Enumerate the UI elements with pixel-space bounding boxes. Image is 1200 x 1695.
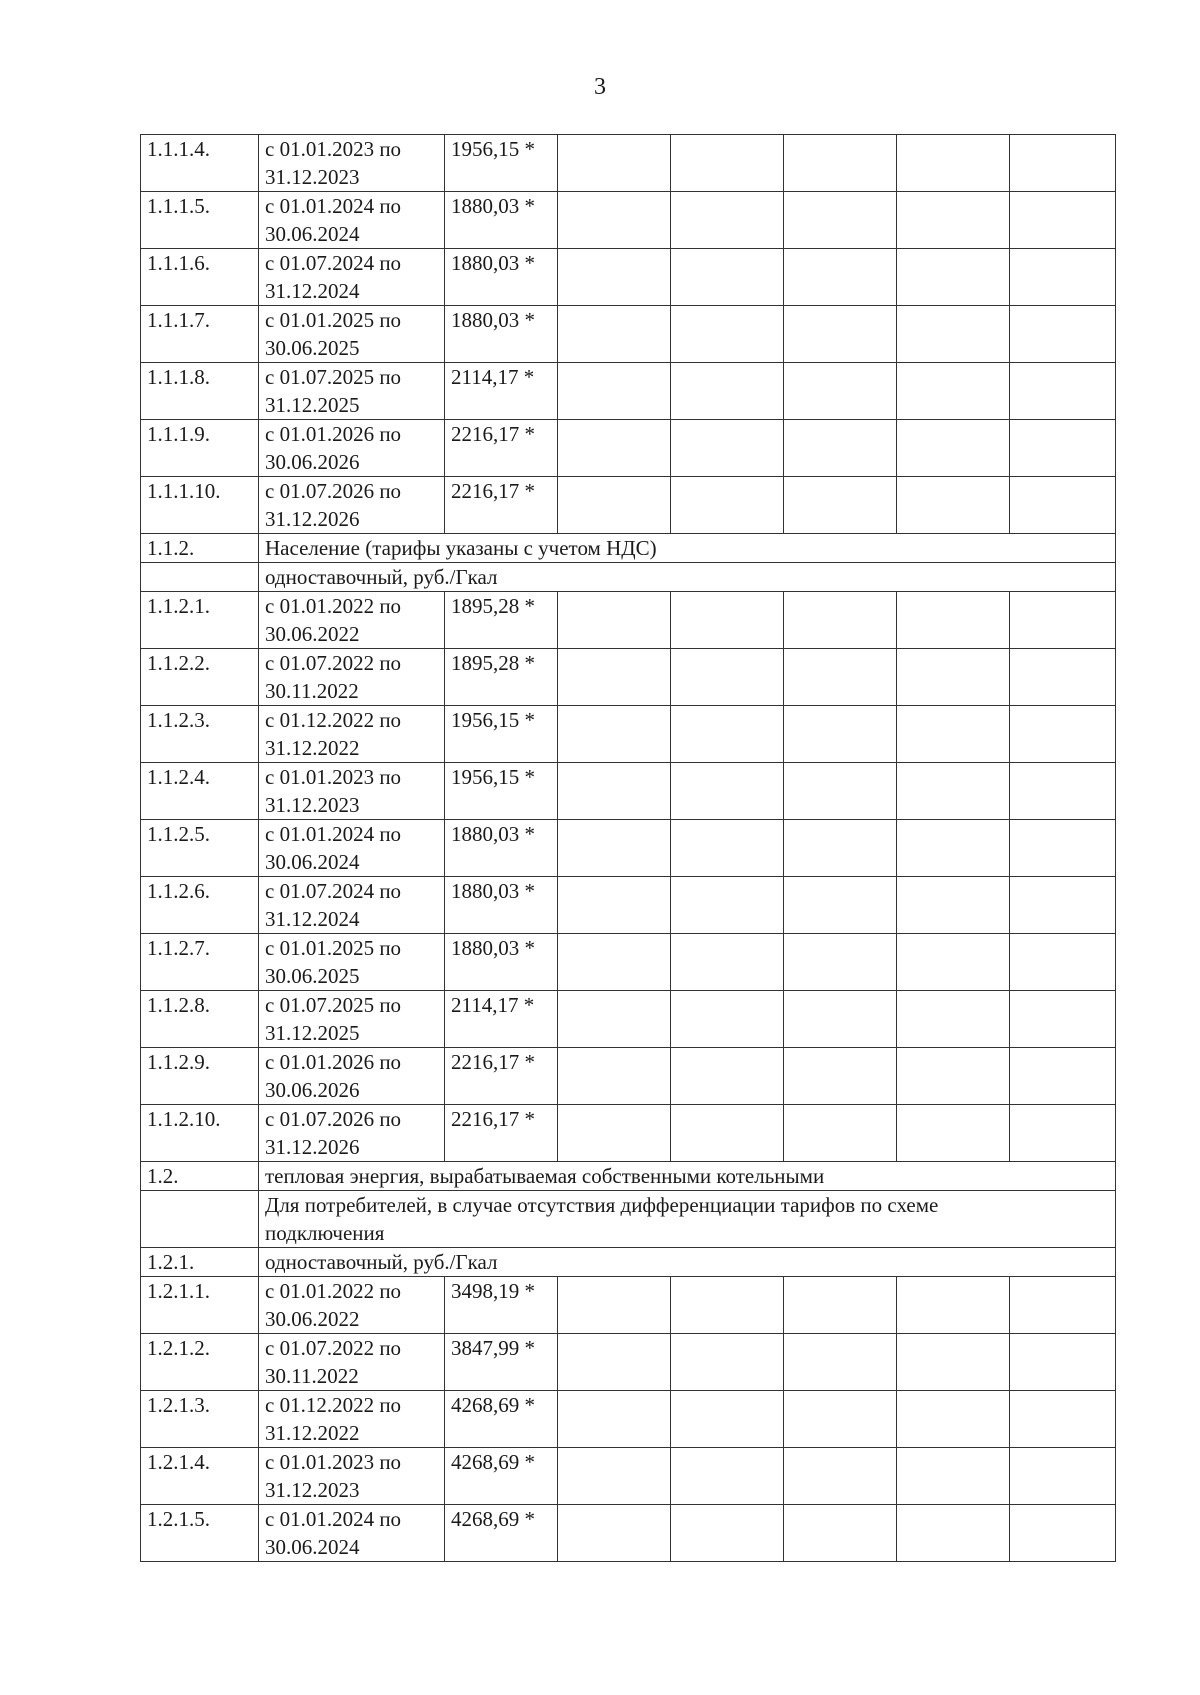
empty-cell — [897, 1505, 1010, 1562]
empty-cell — [1010, 135, 1116, 192]
empty-cell — [784, 1048, 897, 1105]
row-number-cell: 1.1.2.7. — [141, 934, 259, 991]
empty-cell — [1010, 763, 1116, 820]
period-cell — [259, 1448, 445, 1505]
row-number-cell: 1.2.1. — [141, 1248, 259, 1277]
empty-cell — [671, 1391, 784, 1448]
table-row — [141, 477, 1116, 534]
period-cell — [259, 991, 445, 1048]
table-row — [141, 1277, 1116, 1334]
period-cell — [259, 592, 445, 649]
empty-cell — [558, 1505, 671, 1562]
empty-cell — [1010, 306, 1116, 363]
tariff-value-cell: 2216,17 * — [445, 477, 558, 534]
table-row — [141, 1505, 1116, 1562]
row-number-cell: 1.2.1.1. — [141, 1277, 259, 1334]
empty-cell — [897, 477, 1010, 534]
period-cell — [259, 1048, 445, 1105]
section-heading-line: подключения — [265, 1221, 385, 1245]
empty-cell — [558, 477, 671, 534]
empty-cell — [1010, 649, 1116, 706]
empty-cell — [671, 135, 784, 192]
empty-cell — [558, 1391, 671, 1448]
empty-cell — [558, 820, 671, 877]
period-to: 30.06.2024 — [265, 222, 360, 246]
period-to: 31.12.2024 — [265, 907, 360, 931]
empty-cell — [784, 706, 897, 763]
period-to: 31.12.2026 — [265, 507, 360, 531]
period-from: с 01.01.2022 по — [265, 1279, 402, 1303]
empty-cell — [558, 763, 671, 820]
row-number-cell: 1.1.2.3. — [141, 706, 259, 763]
empty-cell — [1010, 592, 1116, 649]
empty-cell — [784, 306, 897, 363]
empty-cell — [671, 1448, 784, 1505]
period-cell — [259, 1277, 445, 1334]
empty-cell — [897, 1048, 1010, 1105]
period-cell — [259, 763, 445, 820]
period-cell — [259, 877, 445, 934]
empty-cell — [897, 592, 1010, 649]
empty-cell — [558, 192, 671, 249]
empty-cell — [558, 249, 671, 306]
empty-cell — [1010, 477, 1116, 534]
empty-cell — [784, 1334, 897, 1391]
table-row — [141, 649, 1116, 706]
table-row — [141, 1048, 1116, 1105]
row-number-cell: 1.1.1.10. — [141, 477, 259, 534]
empty-cell — [558, 1448, 671, 1505]
empty-cell — [784, 877, 897, 934]
tariff-table-body — [141, 135, 1116, 1562]
row-number-cell: 1.1.1.6. — [141, 249, 259, 306]
empty-cell — [1010, 1334, 1116, 1391]
row-number-cell: 1.1.2.9. — [141, 1048, 259, 1105]
empty-cell — [671, 477, 784, 534]
empty-cell — [1010, 706, 1116, 763]
empty-cell — [671, 934, 784, 991]
period-to: 30.11.2022 — [265, 1364, 359, 1388]
tariff-value-cell: 1895,28 * — [445, 592, 558, 649]
section-heading-line: Для потребителей, в случае отсутствия дифференциации тарифов по схеме — [265, 1193, 939, 1217]
table-row — [141, 763, 1116, 820]
empty-cell — [671, 991, 784, 1048]
period-to: 31.12.2023 — [265, 1478, 360, 1502]
period-from: с 01.07.2025 по — [265, 365, 402, 389]
period-to: 30.06.2024 — [265, 1535, 360, 1559]
table-row — [141, 420, 1116, 477]
tariff-value-cell: 4268,69 * — [445, 1391, 558, 1448]
period-from: с 01.07.2022 по — [265, 651, 402, 675]
empty-cell — [671, 706, 784, 763]
empty-cell — [784, 934, 897, 991]
tariff-value-cell: 1956,15 * — [445, 135, 558, 192]
period-from: с 01.01.2022 по — [265, 594, 402, 618]
table-row — [141, 534, 1116, 563]
empty-cell — [558, 649, 671, 706]
empty-cell — [784, 135, 897, 192]
period-from: с 01.01.2024 по — [265, 1507, 402, 1531]
period-to: 31.12.2023 — [265, 165, 360, 189]
empty-cell — [558, 1105, 671, 1162]
section-heading-cell — [259, 1191, 1116, 1248]
empty-cell — [1010, 1391, 1116, 1448]
empty-cell — [558, 706, 671, 763]
period-from: с 01.01.2024 по — [265, 194, 402, 218]
period-to: 31.12.2024 — [265, 279, 360, 303]
empty-cell — [897, 763, 1010, 820]
empty-cell — [784, 763, 897, 820]
empty-cell — [784, 592, 897, 649]
empty-cell — [897, 306, 1010, 363]
row-number-cell: 1.1.2.4. — [141, 763, 259, 820]
period-cell — [259, 820, 445, 877]
row-number-cell: 1.1.2. — [141, 534, 259, 563]
period-to: 30.06.2022 — [265, 622, 360, 646]
section-heading-cell: одноставочный, руб./Гкал — [259, 563, 1116, 592]
empty-cell — [1010, 1277, 1116, 1334]
row-number-cell: 1.2.1.3. — [141, 1391, 259, 1448]
empty-cell — [671, 1105, 784, 1162]
empty-cell — [784, 1391, 897, 1448]
row-number-cell: 1.1.2.1. — [141, 592, 259, 649]
table-row — [141, 1162, 1116, 1191]
row-number-cell: 1.1.2.2. — [141, 649, 259, 706]
tariff-value-cell: 2216,17 * — [445, 1048, 558, 1105]
empty-cell — [558, 991, 671, 1048]
empty-cell — [558, 135, 671, 192]
period-from: с 01.01.2026 по — [265, 422, 402, 446]
table-row — [141, 991, 1116, 1048]
empty-cell — [671, 1048, 784, 1105]
empty-cell — [671, 306, 784, 363]
empty-cell — [671, 363, 784, 420]
period-cell — [259, 363, 445, 420]
row-number-cell — [141, 1191, 259, 1248]
empty-cell — [558, 306, 671, 363]
row-number-cell — [141, 563, 259, 592]
tariff-value-cell: 2114,17 * — [445, 363, 558, 420]
empty-cell — [784, 1505, 897, 1562]
empty-cell — [897, 649, 1010, 706]
empty-cell — [671, 420, 784, 477]
table-row — [141, 563, 1116, 592]
empty-cell — [1010, 991, 1116, 1048]
row-number-cell: 1.1.1.4. — [141, 135, 259, 192]
period-cell — [259, 706, 445, 763]
period-cell — [259, 1391, 445, 1448]
table-row — [141, 1334, 1116, 1391]
table-row — [141, 706, 1116, 763]
period-to: 30.06.2024 — [265, 850, 360, 874]
period-to: 31.12.2022 — [265, 1421, 360, 1445]
period-to: 30.06.2025 — [265, 336, 360, 360]
period-to: 31.12.2025 — [265, 393, 360, 417]
empty-cell — [1010, 1505, 1116, 1562]
period-to: 30.06.2022 — [265, 1307, 360, 1331]
empty-cell — [784, 1105, 897, 1162]
period-to: 31.12.2023 — [265, 793, 360, 817]
empty-cell — [558, 1048, 671, 1105]
empty-cell — [671, 649, 784, 706]
period-to: 30.06.2025 — [265, 964, 360, 988]
period-cell — [259, 1334, 445, 1391]
period-cell — [259, 1505, 445, 1562]
row-number-cell: 1.1.1.7. — [141, 306, 259, 363]
row-number-cell: 1.2.1.5. — [141, 1505, 259, 1562]
empty-cell — [558, 363, 671, 420]
period-cell — [259, 420, 445, 477]
empty-cell — [558, 420, 671, 477]
tariff-value-cell: 2216,17 * — [445, 1105, 558, 1162]
empty-cell — [671, 820, 784, 877]
row-number-cell: 1.1.2.10. — [141, 1105, 259, 1162]
empty-cell — [1010, 1105, 1116, 1162]
period-from: с 01.07.2022 по — [265, 1336, 402, 1360]
empty-cell — [671, 249, 784, 306]
empty-cell — [671, 1505, 784, 1562]
row-number-cell: 1.1.1.9. — [141, 420, 259, 477]
table-row — [141, 592, 1116, 649]
tariff-value-cell: 1880,03 * — [445, 820, 558, 877]
table-row — [141, 1448, 1116, 1505]
table-row — [141, 306, 1116, 363]
tariff-value-cell: 1956,15 * — [445, 706, 558, 763]
tariff-value-cell: 3847,99 * — [445, 1334, 558, 1391]
empty-cell — [897, 1105, 1010, 1162]
period-to: 31.12.2026 — [265, 1135, 360, 1159]
empty-cell — [784, 420, 897, 477]
empty-cell — [897, 934, 1010, 991]
empty-cell — [558, 934, 671, 991]
empty-cell — [1010, 877, 1116, 934]
empty-cell — [784, 1448, 897, 1505]
tariff-value-cell: 1895,28 * — [445, 649, 558, 706]
tariff-value-cell: 1880,03 * — [445, 192, 558, 249]
empty-cell — [784, 820, 897, 877]
table-row — [141, 820, 1116, 877]
empty-cell — [897, 991, 1010, 1048]
period-to: 30.11.2022 — [265, 679, 359, 703]
empty-cell — [897, 192, 1010, 249]
period-from: с 01.12.2022 по — [265, 1393, 402, 1417]
empty-cell — [897, 877, 1010, 934]
empty-cell — [558, 877, 671, 934]
table-row — [141, 135, 1116, 192]
period-from: с 01.07.2026 по — [265, 479, 402, 503]
tariff-value-cell: 1956,15 * — [445, 763, 558, 820]
period-from: с 01.01.2026 по — [265, 1050, 402, 1074]
empty-cell — [784, 363, 897, 420]
empty-cell — [784, 192, 897, 249]
section-heading-cell: одноставочный, руб./Гкал — [259, 1248, 1116, 1277]
page-number: 3 — [594, 74, 606, 100]
tariff-value-cell: 4268,69 * — [445, 1448, 558, 1505]
period-from: с 01.01.2024 по — [265, 822, 402, 846]
period-cell — [259, 477, 445, 534]
empty-cell — [897, 706, 1010, 763]
empty-cell — [1010, 363, 1116, 420]
period-to: 30.06.2026 — [265, 450, 360, 474]
tariff-value-cell: 1880,03 * — [445, 249, 558, 306]
empty-cell — [558, 1277, 671, 1334]
empty-cell — [784, 477, 897, 534]
empty-cell — [671, 1334, 784, 1391]
table-row — [141, 1391, 1116, 1448]
period-cell — [259, 649, 445, 706]
empty-cell — [897, 420, 1010, 477]
tariff-value-cell: 3498,19 * — [445, 1277, 558, 1334]
empty-cell — [897, 249, 1010, 306]
empty-cell — [897, 363, 1010, 420]
empty-cell — [671, 592, 784, 649]
empty-cell — [897, 820, 1010, 877]
tariff-value-cell: 1880,03 * — [445, 877, 558, 934]
empty-cell — [897, 1391, 1010, 1448]
empty-cell — [784, 249, 897, 306]
tariff-value-cell: 2114,17 * — [445, 991, 558, 1048]
period-from: с 01.01.2023 по — [265, 1450, 402, 1474]
period-cell — [259, 135, 445, 192]
period-from: с 01.07.2024 по — [265, 879, 402, 903]
table-row — [141, 1248, 1116, 1277]
table-row — [141, 1191, 1116, 1248]
empty-cell — [558, 1334, 671, 1391]
tariff-value-cell: 1880,03 * — [445, 934, 558, 991]
row-number-cell: 1.1.2.5. — [141, 820, 259, 877]
period-cell — [259, 934, 445, 991]
row-number-cell: 1.2.1.2. — [141, 1334, 259, 1391]
empty-cell — [784, 1277, 897, 1334]
period-from: с 01.01.2023 по — [265, 137, 402, 161]
empty-cell — [1010, 249, 1116, 306]
empty-cell — [671, 763, 784, 820]
period-from: с 01.01.2025 по — [265, 308, 402, 332]
tariff-table — [140, 134, 1116, 1562]
row-number-cell: 1.2. — [141, 1162, 259, 1191]
row-number-cell: 1.1.2.8. — [141, 991, 259, 1048]
empty-cell — [897, 1277, 1010, 1334]
tariff-value-cell: 1880,03 * — [445, 306, 558, 363]
period-cell — [259, 1105, 445, 1162]
period-from: с 01.01.2025 по — [265, 936, 402, 960]
empty-cell — [671, 192, 784, 249]
empty-cell — [671, 877, 784, 934]
empty-cell — [897, 1448, 1010, 1505]
period-to: 31.12.2022 — [265, 736, 360, 760]
empty-cell — [1010, 420, 1116, 477]
section-heading-cell: тепловая энергия, вырабатываемая собственными котельными — [259, 1162, 1116, 1191]
empty-cell — [1010, 1048, 1116, 1105]
row-number-cell: 1.1.1.8. — [141, 363, 259, 420]
empty-cell — [1010, 192, 1116, 249]
empty-cell — [1010, 1448, 1116, 1505]
period-from: с 01.07.2026 по — [265, 1107, 402, 1131]
period-to: 30.06.2026 — [265, 1078, 360, 1102]
empty-cell — [671, 1277, 784, 1334]
section-heading-cell: Население (тарифы указаны с учетом НДС) — [259, 534, 1116, 563]
empty-cell — [897, 1334, 1010, 1391]
period-from: с 01.12.2022 по — [265, 708, 402, 732]
table-row — [141, 192, 1116, 249]
empty-cell — [784, 991, 897, 1048]
period-to: 31.12.2025 — [265, 1021, 360, 1045]
empty-cell — [1010, 820, 1116, 877]
period-cell — [259, 306, 445, 363]
empty-cell — [784, 649, 897, 706]
period-from: с 01.01.2023 по — [265, 765, 402, 789]
table-row — [141, 249, 1116, 306]
table-row — [141, 934, 1116, 991]
row-number-cell: 1.1.2.6. — [141, 877, 259, 934]
period-cell — [259, 192, 445, 249]
tariff-value-cell: 2216,17 * — [445, 420, 558, 477]
empty-cell — [897, 135, 1010, 192]
row-number-cell: 1.1.1.5. — [141, 192, 259, 249]
period-cell — [259, 249, 445, 306]
table-row — [141, 363, 1116, 420]
empty-cell — [1010, 934, 1116, 991]
table-row — [141, 877, 1116, 934]
period-from: с 01.07.2024 по — [265, 251, 402, 275]
tariff-value-cell: 4268,69 * — [445, 1505, 558, 1562]
period-from: с 01.07.2025 по — [265, 993, 402, 1017]
table-row — [141, 1105, 1116, 1162]
row-number-cell: 1.2.1.4. — [141, 1448, 259, 1505]
empty-cell — [558, 592, 671, 649]
